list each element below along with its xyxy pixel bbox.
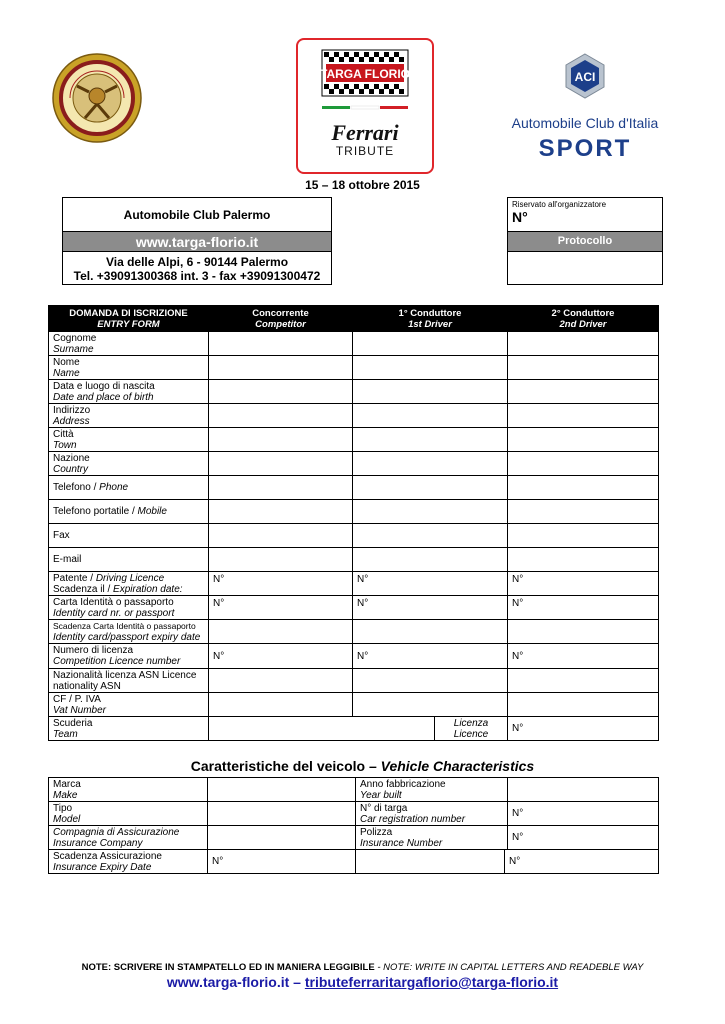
driver2-address-field[interactable] [508, 404, 659, 428]
table-row [49, 778, 659, 802]
row-label-birth: Data e luogo di nascita Date and place of birth [49, 380, 209, 404]
driver1-mobile-field[interactable] [353, 500, 508, 524]
organizer-box [62, 197, 332, 285]
organizer-website[interactable]: www.targa-florio.it [63, 232, 331, 252]
table-row [49, 548, 659, 572]
label-make: Marca Make [49, 778, 208, 802]
table-row [49, 669, 659, 693]
reserved-number-label: N° [512, 209, 528, 225]
row-label-vat: CF / P. IVA Vat Number [49, 693, 209, 717]
driver2-mobile-field[interactable] [508, 500, 659, 524]
driver1-birth-field[interactable] [353, 380, 508, 404]
make-field[interactable] [208, 778, 356, 802]
driver2-asn-field[interactable] [508, 669, 659, 693]
col-header-1st-driver: 1° Conduttore 1st Driver [353, 306, 508, 332]
row-label-fax: Fax [49, 524, 209, 548]
competitor-name-field[interactable] [209, 356, 353, 380]
driver2-idcard-field[interactable]: N° [508, 596, 659, 620]
competitor-birth-field[interactable] [209, 380, 353, 404]
driver1-surname-field[interactable] [353, 332, 508, 356]
targa-florio-wordmark: TARGA FLORIO [320, 67, 410, 81]
organizer-address-block [63, 252, 331, 283]
insurance-number-field[interactable]: N° [508, 826, 659, 850]
row-label-address: Indirizzo Address [49, 404, 209, 428]
competitor-fax-field[interactable] [209, 524, 353, 548]
row-label-email: E-mail [49, 548, 209, 572]
table-row [49, 596, 659, 620]
table-row [49, 380, 659, 404]
driver1-phone-field[interactable] [353, 476, 508, 500]
driver2-name-field[interactable] [508, 356, 659, 380]
driver2-vat-field[interactable] [508, 693, 659, 717]
table-row [49, 717, 659, 741]
competitor-mobile-field[interactable] [209, 500, 353, 524]
table-row [49, 620, 659, 644]
row-label-surname: Cognome Surname [49, 332, 209, 356]
competitor-country-field[interactable] [209, 452, 353, 476]
table-row [49, 476, 659, 500]
competitor-asn-field[interactable] [209, 669, 353, 693]
row-label-competition-licence: Numero di licenza Competition Licence number [49, 644, 209, 669]
driver2-licence-field[interactable]: N° [508, 572, 659, 596]
table-header-row [49, 306, 659, 332]
row-label-driving-licence: Patente / Driving Licence Scadenza il / Expiration date: [49, 572, 209, 596]
driver1-asn-field[interactable] [353, 669, 508, 693]
reserved-label: Riservato all'organizzatore [512, 200, 607, 209]
competitor-idcard-field[interactable]: N° [209, 596, 353, 620]
driver1-vat-field[interactable] [353, 693, 508, 717]
table-row [49, 644, 659, 669]
table-row [49, 524, 659, 548]
competitor-vat-field[interactable] [209, 693, 353, 717]
driver2-phone-field[interactable] [508, 476, 659, 500]
competitor-town-field[interactable] [209, 428, 353, 452]
insurance-expiry-extra-field[interactable]: N° [356, 850, 659, 874]
footer-email-link[interactable]: tributeferraritargaflorio@targa-florio.it [304, 974, 559, 990]
label-insurance-company: Compagnia di Assicurazione Insurance Company [49, 826, 208, 850]
footer-links: www.targa-florio.it – tributeferraritargaflorio@targa-florio.it [166, 974, 559, 990]
competitor-surname-field[interactable] [209, 332, 353, 356]
entry-form-table [48, 305, 659, 741]
driver1-email-field[interactable] [353, 548, 508, 572]
driver2-fax-field[interactable] [508, 524, 659, 548]
driver1-town-field[interactable] [353, 428, 508, 452]
col-header-2nd-driver: 2° Conduttore 2nd Driver [508, 306, 659, 332]
table-row [49, 356, 659, 380]
driver1-comp-licence-field[interactable]: N° [353, 644, 508, 669]
table-row [49, 693, 659, 717]
event-dates: 15 – 18 ottobre 2015 [305, 178, 420, 192]
model-field[interactable] [208, 802, 356, 826]
aci-sport-wordmark: SPORT [538, 135, 632, 162]
driver2-id-expiry-field[interactable] [508, 620, 659, 644]
driver1-address-field[interactable] [353, 404, 508, 428]
table-row [49, 850, 659, 874]
insurance-expiry-field[interactable]: N° [208, 850, 356, 874]
row-label-id-expiry: Scadenza Carta Identità o passaporto Identity card/passport expiry date [49, 620, 209, 644]
competitor-address-field[interactable] [209, 404, 353, 428]
table-row [49, 332, 659, 356]
row-label-identity-card: Carta Identità o passaporto Identity card nr. or passport [49, 596, 209, 620]
team-licence-label: Licenza Licence [434, 717, 507, 740]
driver2-town-field[interactable] [508, 428, 659, 452]
team-field[interactable] [209, 717, 508, 741]
row-label-mobile: Telefono portatile / Mobile [49, 500, 209, 524]
driver2-country-field[interactable] [508, 452, 659, 476]
table-row [49, 826, 659, 850]
protocol-field[interactable] [508, 252, 662, 284]
tribute-wordmark: TRIBUTE [335, 144, 395, 158]
row-label-phone: Telefono / Phone [49, 476, 209, 500]
table-row [49, 404, 659, 428]
driver1-id-expiry-field[interactable] [353, 620, 508, 644]
driver1-idcard-field[interactable]: N° [353, 596, 508, 620]
col-header-entry-form: DOMANDA DI ISCRIZIONE ENTRY FORM [49, 306, 209, 332]
organizer-phone: Tel. +39091300368 int. 3 - fax +39091300472 [73, 269, 321, 283]
driver2-email-field[interactable] [508, 548, 659, 572]
ferrari-wordmark: Ferrari [331, 120, 399, 145]
protocol-label: Protocollo [508, 232, 662, 252]
label-insurance-number: Polizza Insurance Number [356, 826, 508, 850]
footer-website-link[interactable]: www.targa-florio.it [166, 974, 290, 990]
row-label-asn-nationality: Nazionalità licenza ASN Licence nationality ASN [49, 669, 209, 693]
footer-note: NOTE: SCRIVERE IN STAMPATELLO ED IN MANIERA LEGGIBILE - NOTE: WRITE IN CAPITAL LETTERS AND READEBLE WAY [81, 962, 644, 973]
competitor-phone-field[interactable] [209, 476, 353, 500]
ferrari-tribute-logo [296, 38, 434, 174]
organizer-name: Automobile Club Palermo [63, 198, 331, 232]
aci-name: Automobile Club d'Italia [511, 115, 659, 131]
competitor-comp-licence-field[interactable]: N° [209, 644, 353, 669]
driver1-name-field[interactable] [353, 356, 508, 380]
label-year-built: Anno fabbricazione Year built [356, 778, 508, 802]
driver1-country-field[interactable] [353, 452, 508, 476]
driver1-fax-field[interactable] [353, 524, 508, 548]
insurance-company-field[interactable] [208, 826, 356, 850]
registration-field[interactable]: N° [508, 802, 659, 826]
driver2-surname-field[interactable] [508, 332, 659, 356]
row-label-town: Città Town [49, 428, 209, 452]
table-row [49, 802, 659, 826]
automobile-club-palermo-logo [52, 52, 142, 144]
aci-sport-logo [508, 52, 663, 162]
table-row [49, 452, 659, 476]
team-licence-field[interactable]: N° [508, 717, 659, 741]
reserved-box [507, 197, 663, 285]
vehicle-table [48, 777, 659, 874]
aci-mark: ACI [574, 70, 596, 84]
label-insurance-expiry: Scadenza Assicurazione Insurance Expiry Date [49, 850, 208, 874]
driver2-birth-field[interactable] [508, 380, 659, 404]
row-label-name: Nome Name [49, 356, 209, 380]
competitor-licence-field[interactable]: N° [209, 572, 353, 596]
year-built-field[interactable] [508, 778, 659, 802]
competitor-id-expiry-field[interactable] [209, 620, 353, 644]
row-label-country: Nazione Country [49, 452, 209, 476]
competitor-email-field[interactable] [209, 548, 353, 572]
driver2-comp-licence-field[interactable]: N° [508, 644, 659, 669]
table-row [49, 500, 659, 524]
col-header-competitor: Concorrente Competitor [209, 306, 353, 332]
table-row [49, 572, 659, 596]
table-row [49, 428, 659, 452]
organizer-address: Via delle Alpi, 6 - 90144 Palermo [105, 255, 289, 269]
label-model: Tipo Model [49, 802, 208, 826]
vehicle-section-title: Caratteristiche del veicolo – Vehicle Characteristics [190, 758, 535, 774]
label-registration: N° di targa Car registration number [356, 802, 508, 826]
driver1-licence-field[interactable]: N° [353, 572, 508, 596]
row-label-team: Scuderia Team [49, 717, 209, 741]
